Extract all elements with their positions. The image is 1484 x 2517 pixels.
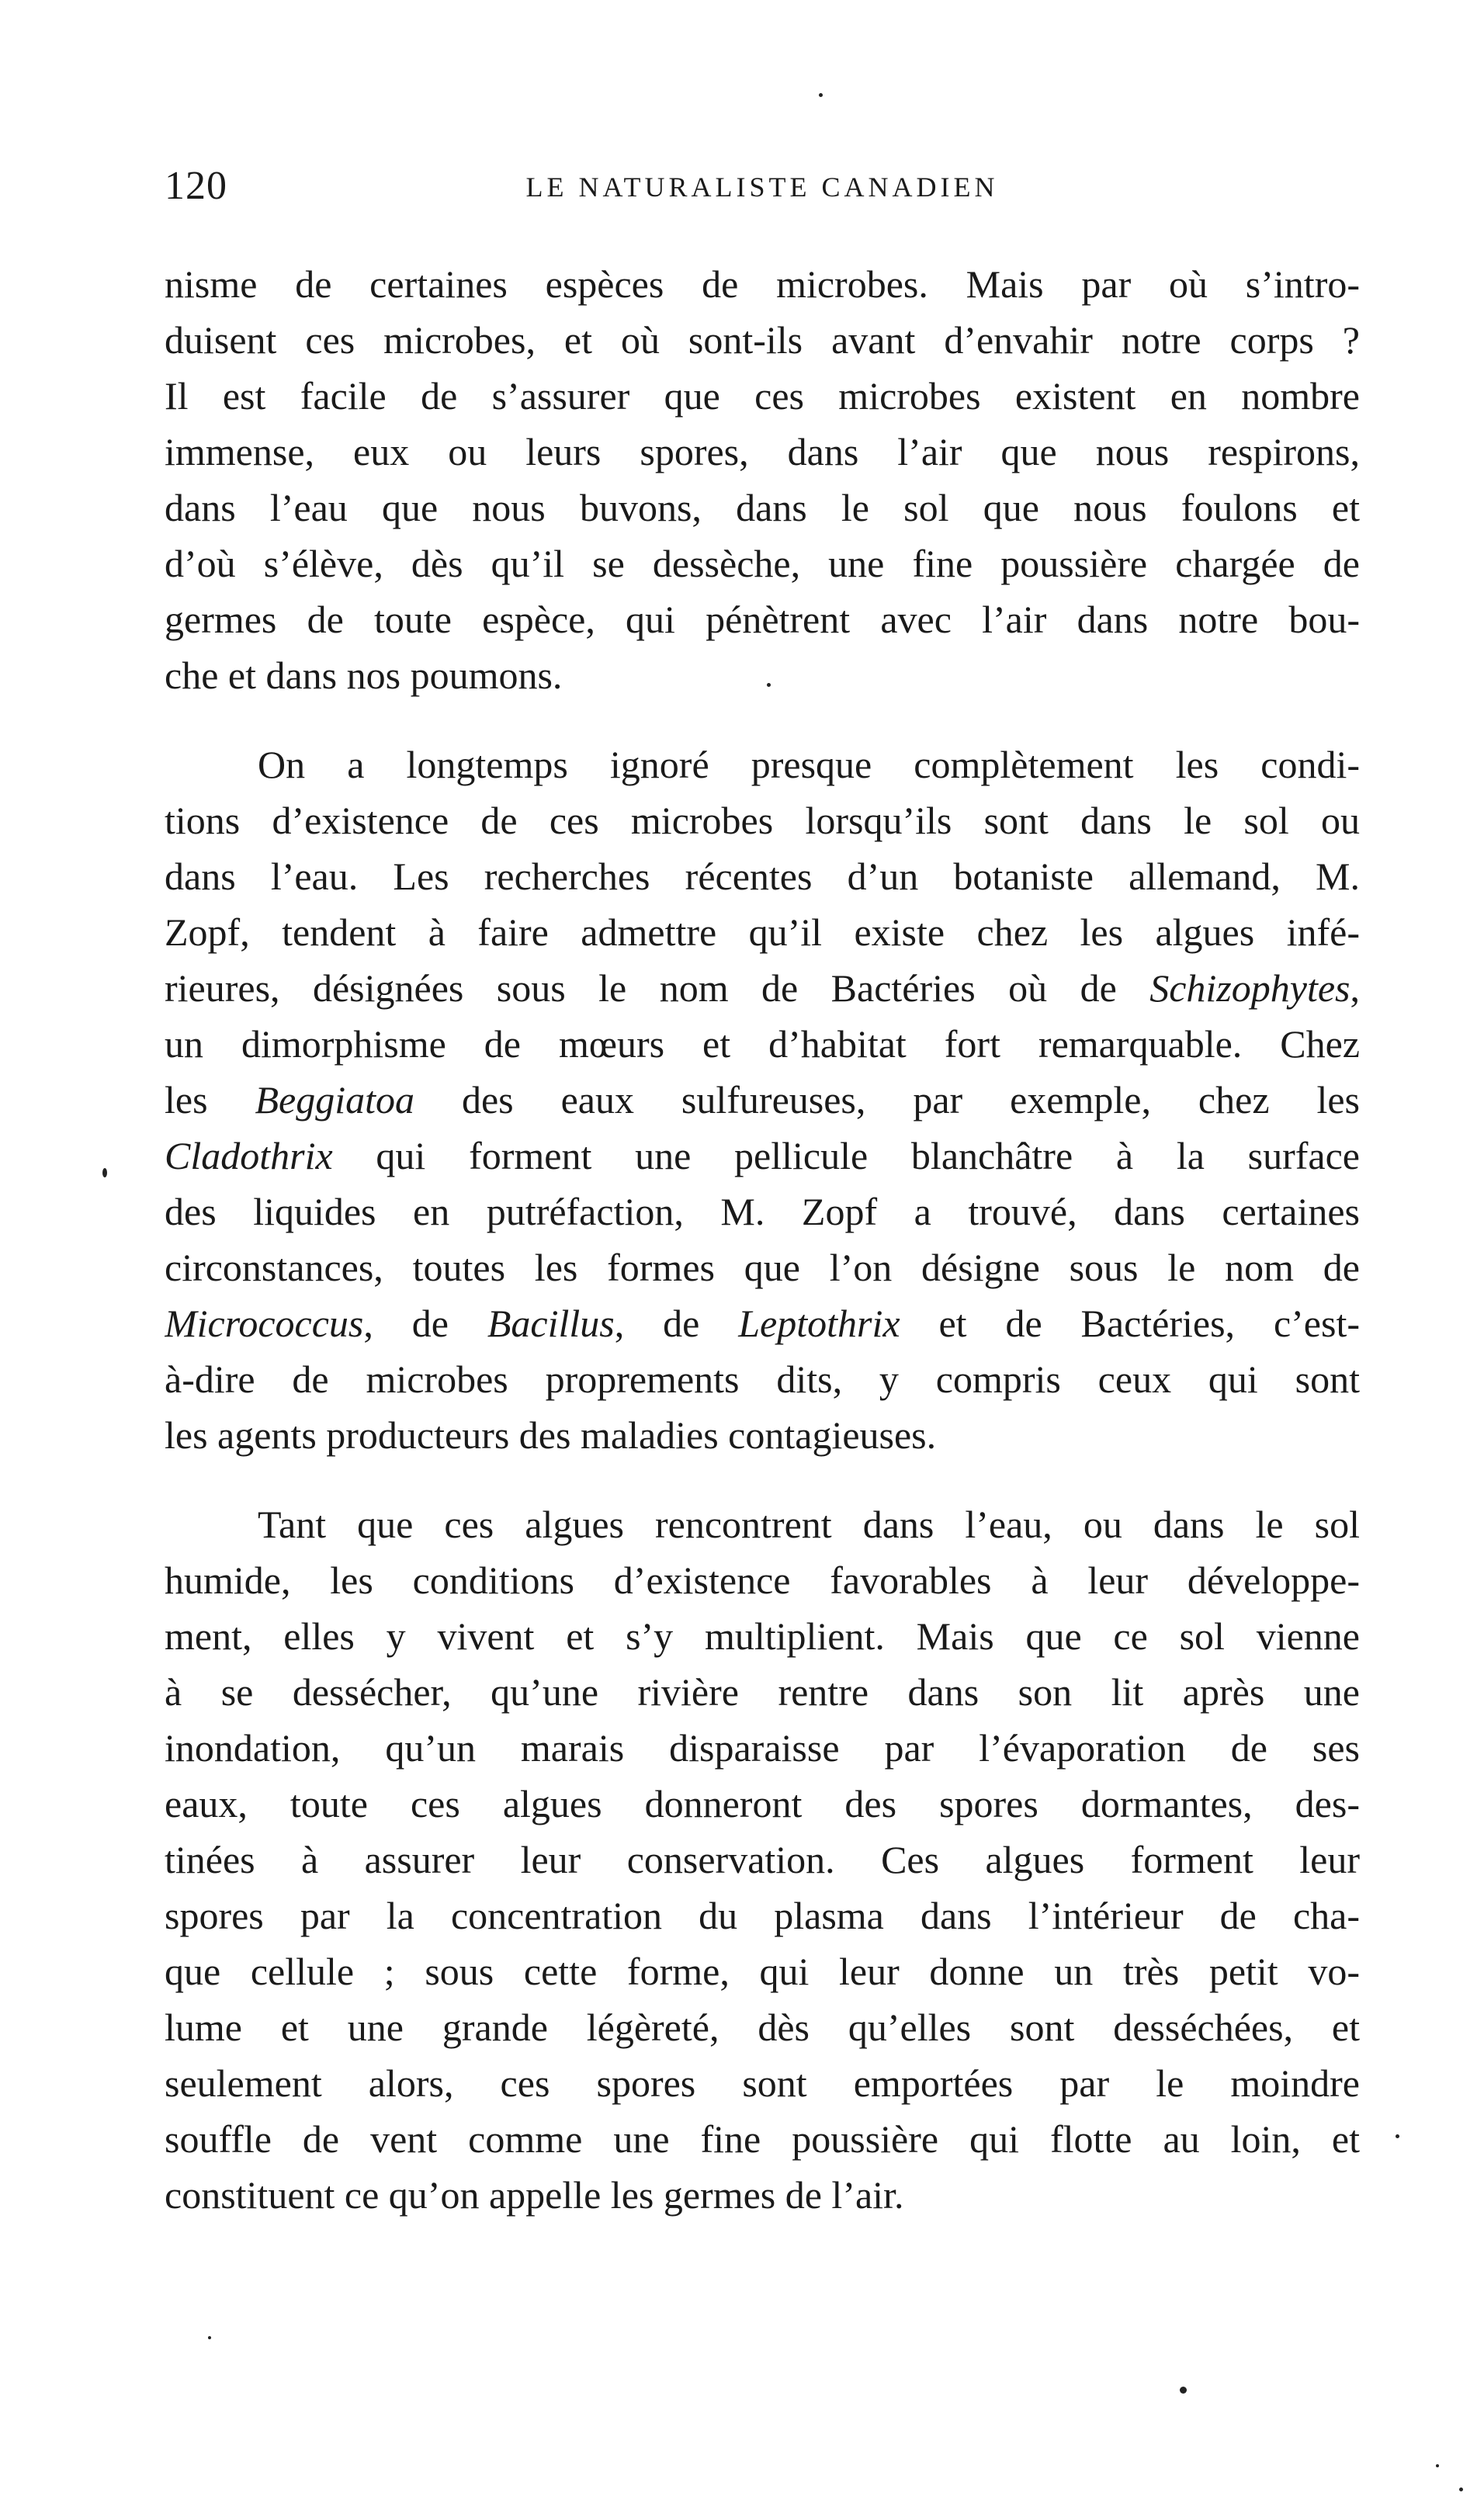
- text-line: [165, 848, 1360, 904]
- text-run: des eaux sulfureuses, par exemple, chez les: [414, 1078, 1360, 1122]
- text-line: [165, 1888, 1360, 1943]
- paragraph: [165, 256, 1360, 703]
- text-line: [165, 904, 1360, 960]
- paragraph-gap: [165, 703, 1360, 737]
- text-line: [165, 536, 1360, 591]
- text-run: un dimorphisme de mœurs et d’habitat fort remarquable. Chez: [165, 1022, 1360, 1066]
- text-line: [165, 960, 1360, 1016]
- text-line: [165, 368, 1360, 424]
- scan-speck: [1396, 2134, 1399, 2138]
- scan-speck: [1180, 2387, 1187, 2394]
- text-run: constituent ce qu’on appelle les germes de l’air.: [165, 2173, 904, 2217]
- text-run: les agents producteurs des maladies contagieuses.: [165, 1413, 937, 1457]
- text-run: seulement alors, ces spores sont emportées par le moindre: [165, 2061, 1360, 2105]
- text-line: [165, 424, 1360, 480]
- text-run: à-dire de microbes proprements dits, y compris ceux qui sont: [165, 1357, 1360, 1401]
- scan-speck: [102, 1168, 107, 1177]
- journal-title: LE NATURALISTE CANADIEN: [525, 172, 999, 203]
- text-run: tions d’existence de ces microbes lorsqu’ils sont dans le sol ou: [165, 799, 1360, 842]
- text-line: [165, 1999, 1360, 2055]
- running-head: [165, 163, 1360, 217]
- text-line: [165, 2055, 1360, 2111]
- text-run: spores par la concentration du plasma dans l’intérieur de cha-: [165, 1894, 1360, 1937]
- text-run: d’où s’élève, dès qu’il se dessèche, une fine poussière chargée de: [165, 542, 1360, 585]
- text-run: souffle de vent comme une fine poussière qui flotte au loin, et: [165, 2117, 1360, 2161]
- text-run: les: [165, 1078, 255, 1122]
- text-run: germes de toute espèce, qui pénètrent avec l’air dans notre bou-: [165, 598, 1360, 641]
- text-line: [165, 256, 1360, 312]
- text-run: ment, elles y vivent et s’y multiplient. Mais que ce sol vienne: [165, 1614, 1360, 1658]
- text-run: duisent ces microbes, et où sont-ils avant d’envahir notre corps ?: [165, 318, 1360, 362]
- text-line: [165, 1184, 1360, 1239]
- text-line: [165, 1128, 1360, 1184]
- scan-speck: [208, 2336, 211, 2339]
- text-run: On a longtemps ignoré presque complètement les condi-: [258, 743, 1360, 786]
- text-line: [165, 1407, 1360, 1463]
- scan-speck: [1436, 2464, 1439, 2467]
- text-run: dans l’eau. Les recherches récentes d’un botaniste allemand, M.: [165, 855, 1360, 898]
- paragraph: [165, 1496, 1360, 2223]
- paragraph-gap: [165, 1463, 1360, 1496]
- text-run: circonstances, toutes les formes que l’on désigne sous le nom de: [165, 1246, 1360, 1289]
- paragraph: [165, 737, 1360, 1463]
- scan-speck: [767, 683, 771, 687]
- text-line: [165, 1239, 1360, 1295]
- text-run: Tant que ces algues rencontrent dans l’eau, ou dans le sol: [258, 1503, 1360, 1546]
- text-line: [165, 1776, 1360, 1832]
- text-run: humide, les conditions d’existence favorables à leur développe-: [165, 1558, 1360, 1602]
- scan-speck: [819, 93, 823, 97]
- text-line: [165, 312, 1360, 368]
- text-line: [165, 1072, 1360, 1128]
- text-run: et de Bactéries, c’est-: [900, 1302, 1360, 1345]
- text-line: [165, 792, 1360, 848]
- text-run: , de: [363, 1302, 487, 1345]
- text-line: [165, 1552, 1360, 1608]
- scan-speck: [1459, 2488, 1463, 2491]
- text-line: [165, 2111, 1360, 2167]
- text-line: [165, 1720, 1360, 1776]
- text-run: rieures, désignées sous le nom de Bactéries où de: [165, 966, 1150, 1010]
- text-line: [165, 1016, 1360, 1072]
- text-run: lume et une grande légèreté, dès qu’elles sont desséchées, et: [165, 2006, 1360, 2049]
- text-line: [165, 591, 1360, 647]
- text-line: [165, 480, 1360, 536]
- text-run: qui forment une pellicule blanchâtre à la surface: [332, 1134, 1360, 1177]
- text-line: [165, 737, 1360, 792]
- text-run: Zopf, tendent à faire admettre qu’il existe chez les algues infé-: [165, 910, 1360, 954]
- text-line: [165, 1351, 1360, 1407]
- text-run: che et dans nos poumons.: [165, 654, 563, 697]
- text-line: [165, 1832, 1360, 1888]
- text-line: [165, 1664, 1360, 1720]
- text-line: [165, 1943, 1360, 1999]
- text-run: tinées à assurer leur conservation. Ces algues forment leur: [165, 1838, 1360, 1881]
- text-line: [165, 647, 1360, 703]
- italic-taxon: Micrococcus: [165, 1302, 364, 1345]
- text-run: nisme de certaines espèces de microbes. Mais par où s’intro-: [165, 262, 1360, 306]
- text-run: eaux, toute ces algues donneront des spores dormantes, des-: [165, 1782, 1360, 1825]
- italic-taxon: Leptothrix: [738, 1302, 900, 1345]
- text-line: [165, 1608, 1360, 1664]
- italic-taxon: Schizophytes: [1149, 966, 1351, 1010]
- italic-taxon: Bacillus: [487, 1302, 615, 1345]
- text-run: des liquides en putréfaction, M. Zopf a trouvé, dans certaines: [165, 1190, 1360, 1233]
- text-run: à se dessécher, qu’une rivière rentre dans son lit après une: [165, 1670, 1360, 1714]
- italic-taxon: Beggiatoa: [255, 1078, 415, 1122]
- page-number: 120: [165, 164, 227, 208]
- text-run: que cellule ; sous cette forme, qui leur donne un très petit vo-: [165, 1950, 1360, 1993]
- text-run: immense, eux ou leurs spores, dans l’air que nous respirons,: [165, 430, 1360, 473]
- text-run: ,: [1350, 966, 1360, 1010]
- text-line: [165, 2167, 1360, 2223]
- text-run: Il est facile de s’assurer que ces microbes existent en nombre: [165, 374, 1360, 418]
- text-line: [165, 1496, 1360, 1552]
- text-line: [165, 1295, 1360, 1351]
- text-run: inondation, qu’un marais disparaisse par l’évaporation de ses: [165, 1726, 1360, 1770]
- italic-taxon: Cladothrix: [165, 1134, 333, 1177]
- body-text: [165, 256, 1360, 2223]
- text-run: , de: [614, 1302, 739, 1345]
- text-run: dans l’eau que nous buvons, dans le sol que nous foulons et: [165, 486, 1360, 529]
